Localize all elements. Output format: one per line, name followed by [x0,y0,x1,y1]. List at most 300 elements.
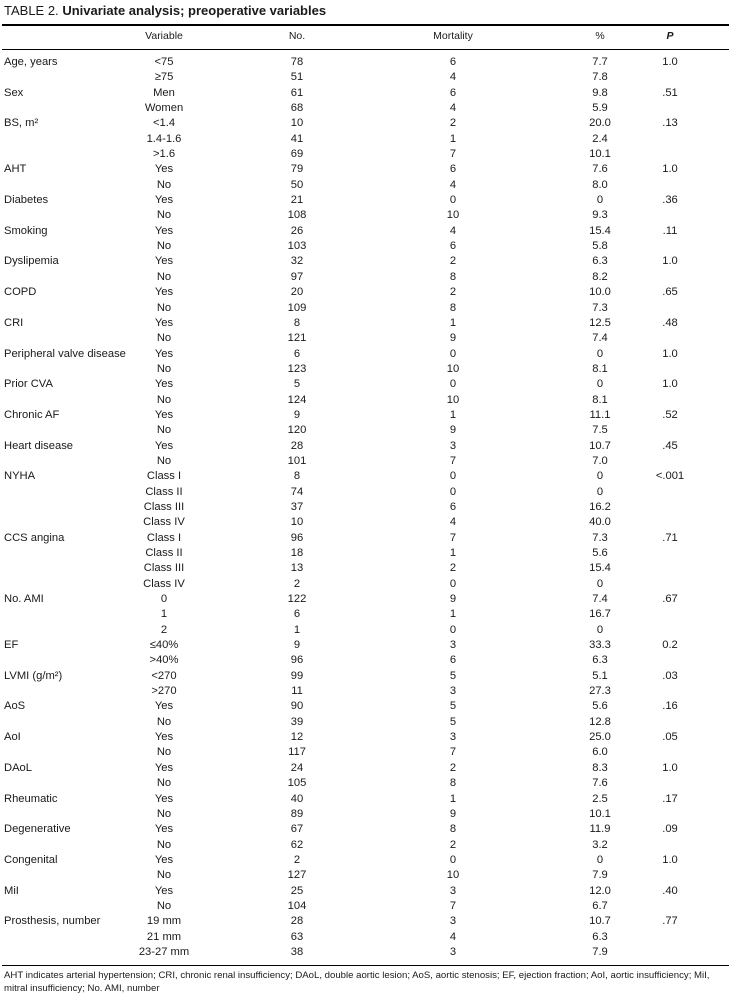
cell-mortality: 9 [449,424,457,437]
cell-mortality: 5 [449,669,457,682]
table-row [0,301,734,316]
table-row [0,55,734,70]
cell-variable: AHT [4,163,27,176]
cell-percent: 0 [596,378,604,391]
cell-mortality: 3 [449,731,457,744]
table-row [0,101,734,116]
cell-mortality: 3 [449,439,457,452]
cell-mortality: 0 [449,853,457,866]
cell-variable: Diabetes [4,194,49,207]
cell-no: 21 [290,194,304,207]
cell-percent: 16.2 [589,500,611,513]
cell-no: 9 [293,408,301,421]
cell-no: 122 [287,593,307,606]
header-p-value: P [666,30,674,42]
table-row [0,86,734,101]
cell-level: Class III [143,500,185,513]
cell-p-value: .52 [662,408,678,421]
header-no: No. [288,30,306,42]
cell-no: 121 [287,332,307,345]
cell-mortality: 6 [449,654,457,667]
cell-variable: Degenerative [4,823,71,836]
cell-level: Yes [154,700,174,713]
cell-level: >40% [149,654,179,667]
cell-p-value: .51 [662,86,678,99]
table-row [0,715,734,730]
cell-no: 41 [290,132,304,145]
cell-percent: 11.9 [589,823,611,836]
cell-percent: 11.1 [589,408,611,421]
cell-mortality: 0 [449,577,457,590]
cell-percent: 7.4 [592,332,608,345]
cell-level: No [156,454,172,467]
cell-variable: AoS [4,700,26,713]
cell-mortality: 8 [449,301,457,314]
cell-p-value: .11 [662,224,678,237]
cell-percent: 10.0 [589,286,611,299]
cell-level: No [156,240,172,253]
cell-no: 10 [290,117,304,130]
cell-no: 25 [290,884,304,897]
cell-level: >1.6 [152,148,176,161]
cell-no: 1 [293,623,301,636]
table-row [0,515,734,530]
cell-percent: 6.0 [592,746,608,759]
header-percent: % [595,30,605,42]
cell-mortality: 1 [449,792,457,805]
cell-percent: 7.8 [592,71,608,84]
cell-mortality: 2 [449,838,457,851]
cell-mortality: 4 [449,224,457,237]
cell-p-value: .77 [662,915,678,928]
table-row [0,224,734,239]
table-row [0,914,734,929]
cell-percent: 40.0 [589,516,611,529]
cell-mortality: 3 [449,639,457,652]
cell-no: 10 [290,516,304,529]
cell-level: <270 [151,669,177,682]
cell-mortality: 6 [449,240,457,253]
cell-mortality: 0 [449,485,457,498]
table-row [0,899,734,914]
cell-mortality: 7 [449,746,457,759]
cell-no: 90 [290,700,304,713]
cell-level: Men [153,86,175,99]
cell-mortality: 10 [446,393,460,406]
table-row [0,699,734,714]
cell-level: No [156,899,172,912]
cell-percent: 5.8 [592,240,608,253]
cell-mortality: 7 [449,531,457,544]
cell-percent: 0 [596,470,604,483]
cell-no: 18 [290,547,304,559]
cell-no: 99 [290,669,304,682]
cell-no: 68 [290,102,304,115]
cell-mortality: 4 [449,930,457,943]
cell-no: 28 [290,915,304,928]
cell-percent: 7.3 [592,301,608,314]
cell-level: No [156,807,172,820]
cell-no: 13 [290,562,304,575]
cell-mortality: 10 [446,362,460,375]
cell-no: 67 [290,823,304,836]
cell-mortality: 8 [449,823,457,836]
table-row [0,162,734,177]
cell-level: Class II [145,547,183,559]
cell-level: No [156,332,172,345]
table-row [0,239,734,254]
cell-variable: No. AMI [4,593,44,606]
cell-level: No [156,777,172,790]
cell-variable: CCS angina [4,531,65,544]
top-rule [2,24,729,26]
cell-level: No [156,424,172,437]
cell-no: 37 [290,500,304,513]
table-row [0,807,734,822]
cell-p-value: .45 [662,439,678,452]
cell-percent: 10.1 [589,148,611,161]
cell-p-value: 0.2 [662,639,678,652]
cell-percent: 0 [596,853,604,866]
cell-level: 21 mm [146,930,182,943]
cell-no: 39 [290,715,304,728]
cell-level: 23-27 mm [138,945,190,958]
cell-mortality: 0 [449,470,457,483]
cell-mortality: 3 [449,915,457,928]
table-row [0,930,734,945]
cell-level: No [156,270,172,283]
cell-percent: 7.9 [592,869,608,882]
table-row [0,423,734,438]
cell-p-value: 1.0 [662,347,678,360]
cell-variable: Congenital [4,853,58,866]
cell-level: 2 [160,623,168,636]
cell-percent: 20.0 [589,117,611,130]
table-row [0,792,734,807]
table-row [0,70,734,85]
table-row [0,485,734,500]
table-row [0,730,734,745]
cell-mortality: 4 [449,516,457,529]
cell-no: 28 [290,439,304,452]
table-row [0,776,734,791]
header-variable: Variable [145,30,183,42]
table-row [0,653,734,668]
cell-level: Yes [154,823,174,836]
cell-level: Class I [146,470,182,483]
cell-p-value: .36 [662,194,678,207]
table-row [0,884,734,899]
table-row [0,684,734,699]
cell-p-value: .40 [662,884,678,897]
cell-level: >270 [151,685,177,698]
table-row [0,561,734,576]
cell-level: Yes [154,853,174,866]
cell-percent: 7.0 [592,454,608,467]
table-row [0,592,734,607]
cell-no: 6 [293,347,301,360]
bottom-rule [2,965,729,966]
cell-p-value: 1.0 [662,163,678,176]
cell-percent: 16.7 [589,608,611,621]
cell-mortality: 6 [449,86,457,99]
cell-percent: 8.1 [592,362,608,375]
cell-no: 96 [290,531,304,544]
cell-level: 1.4-1.6 [146,132,182,145]
cell-mortality: 10 [446,209,460,222]
cell-variable: Prosthesis, number [4,915,101,928]
cell-no: 105 [287,777,307,790]
cell-no: 26 [290,224,304,237]
cell-mortality: 2 [449,255,457,268]
table-row [0,116,734,131]
cell-variable: Chronic AF [4,408,60,421]
cell-p-value: .13 [662,117,678,130]
cell-variable: NYHA [4,470,36,483]
cell-mortality: 2 [449,761,457,774]
cell-mortality: 8 [449,270,457,283]
cell-mortality: 0 [449,194,457,207]
cell-mortality: 0 [449,378,457,391]
cell-p-value: .48 [662,316,678,329]
cell-no: 108 [287,209,307,222]
cell-no: 38 [290,945,304,958]
cell-variable: Prior CVA [4,378,53,391]
cell-no: 8 [293,470,301,483]
table-row [0,208,734,223]
cell-p-value: .71 [662,531,678,544]
cell-level: <1.4 [152,117,176,130]
cell-mortality: 0 [449,623,457,636]
table-row [0,745,734,760]
cell-percent: 6.3 [592,255,608,268]
cell-percent: 5.9 [592,102,608,115]
cell-mortality: 1 [449,316,457,329]
cell-level: 1 [160,608,168,621]
cell-mortality: 4 [449,71,457,84]
cell-level: ≤40% [149,639,179,652]
cell-level: Class IV [143,577,185,590]
cell-level: Class IV [143,516,185,529]
cell-level: Class II [145,485,183,498]
table-row [0,761,734,776]
cell-mortality: 5 [449,715,457,728]
cell-mortality: 2 [449,117,457,130]
table-row [0,945,734,960]
table-row [0,638,734,653]
cell-no: 61 [290,86,304,99]
cell-no: 109 [287,301,307,314]
table-row [0,347,734,362]
cell-no: 51 [290,71,304,84]
cell-no: 89 [290,807,304,820]
cell-p-value: .03 [662,669,678,682]
header-mortality: Mortality [433,30,473,42]
cell-mortality: 3 [449,945,457,958]
cell-level: Yes [154,224,174,237]
cell-mortality: 1 [449,547,457,559]
cell-no: 78 [290,56,304,68]
cell-variable: LVMI (g/m²) [4,669,63,682]
cell-percent: 33.3 [589,639,611,652]
cell-percent: 12.5 [589,316,611,329]
cell-level: No [156,393,172,406]
cell-percent: 7.5 [592,424,608,437]
table-row [0,377,734,392]
table-body [0,55,734,960]
cell-percent: 0 [596,347,604,360]
cell-mortality: 7 [449,454,457,467]
table-row [0,669,734,684]
cell-percent: 7.7 [592,56,608,68]
cell-percent: 8.2 [592,270,608,283]
cell-no: 5 [293,378,301,391]
table-row [0,623,734,638]
cell-level: No [156,746,172,759]
cell-no: 6 [293,608,301,621]
cell-no: 104 [287,899,307,912]
table-row [0,546,734,561]
cell-p-value: .09 [662,823,678,836]
table-row [0,254,734,269]
cell-level: Yes [154,408,174,421]
table-row [0,469,734,484]
table-row [0,147,734,162]
cell-p-value: <.001 [655,470,685,483]
cell-no: 32 [290,255,304,268]
cell-level: Yes [154,439,174,452]
cell-percent: 6.3 [592,654,608,667]
cell-percent: 0 [596,623,604,636]
cell-no: 74 [290,485,304,498]
cell-no: 96 [290,654,304,667]
cell-variable: Smoking [4,224,48,237]
cell-no: 120 [287,424,307,437]
cell-percent: 0 [596,485,604,498]
cell-percent: 0 [596,194,604,207]
cell-mortality: 6 [449,56,457,68]
cell-p-value: .16 [662,700,678,713]
cell-no: 11 [291,685,303,698]
cell-level: Yes [154,163,174,176]
cell-p-value: 1.0 [662,853,678,866]
cell-percent: 6.7 [592,899,608,912]
cell-no: 63 [290,930,304,943]
cell-percent: 2.4 [592,132,608,145]
cell-percent: 15.4 [589,562,611,575]
cell-percent: 5.6 [592,700,608,713]
cell-percent: 10.7 [589,915,611,928]
cell-level: No [156,178,172,191]
cell-percent: 12.8 [589,715,611,728]
cell-level: No [156,301,172,314]
cell-no: 2 [293,577,301,590]
cell-level: Yes [154,792,174,805]
cell-level: Yes [154,884,174,897]
cell-percent: 7.6 [592,163,608,176]
cell-no: 50 [290,178,304,191]
cell-p-value: 1.0 [662,378,678,391]
table-label: TABLE 2. [4,3,59,18]
cell-level: Yes [154,316,174,329]
cell-percent: 3.2 [592,838,608,851]
cell-level: Yes [154,347,174,360]
table-caption: Univariate analysis; preoperative variables [62,3,327,18]
table-row [0,408,734,423]
table-header [0,30,734,46]
table-row [0,132,734,147]
cell-level: 19 mm [146,915,182,928]
cell-mortality: 3 [449,685,457,698]
cell-variable: BS, m² [4,117,39,130]
cell-mortality: 1 [449,408,457,421]
cell-percent: 0 [596,577,604,590]
cell-percent: 25.0 [589,731,611,744]
cell-mortality: 10 [446,869,460,882]
cell-percent: 7.4 [592,593,608,606]
table-footnote: AHT indicates arterial hypertension; CRI, chronic renal insufficiency; DAoL, double aortic lesion; AoS, aortic stenosis; EF, ejection fraction; AoI, aortic insufficiency; MiI, mitral insufficiency; No. AMI, number [4,970,710,994]
cell-mortality: 7 [449,899,457,912]
cell-mortality: 6 [449,163,457,176]
cell-percent: 9.8 [592,86,608,99]
cell-mortality: 9 [449,332,457,345]
cell-no: 12 [290,731,304,744]
cell-mortality: 0 [449,347,457,360]
cell-variable: Heart disease [4,439,74,452]
table-title [4,3,326,18]
cell-level: <75 [154,56,174,68]
cell-level: Yes [154,731,174,744]
cell-percent: 6.3 [592,930,608,943]
table-row [0,853,734,868]
cell-percent: 12.0 [589,884,611,897]
cell-percent: 5.6 [592,547,608,559]
cell-level: Class I [146,531,182,544]
header-rule [2,49,729,50]
cell-no: 40 [290,792,304,805]
cell-no: 69 [290,148,304,161]
cell-variable: EF [4,639,19,652]
cell-variable: Age, years [4,56,58,68]
table-row [0,577,734,592]
cell-no: 79 [290,163,304,176]
cell-level: No [156,209,172,222]
cell-level: No [156,838,172,851]
table-row [0,285,734,300]
cell-variable: Sex [4,86,24,99]
cell-no: 101 [287,454,307,467]
cell-variable: CRI [4,316,24,329]
cell-percent: 7.9 [592,945,608,958]
table-row [0,316,734,331]
cell-percent: 2.5 [592,792,608,805]
cell-level: No [156,715,172,728]
cell-percent: 8.3 [592,761,608,774]
cell-level: Yes [154,378,174,391]
table-row [0,331,734,346]
cell-p-value: .65 [662,286,678,299]
cell-p-value: 1.0 [662,255,678,268]
cell-percent: 7.3 [592,531,608,544]
cell-mortality: 6 [449,500,457,513]
cell-level: No [156,362,172,375]
table-row [0,193,734,208]
cell-p-value: .67 [662,593,678,606]
cell-p-value: 1.0 [662,56,678,68]
cell-variable: DAoL [4,761,32,774]
cell-no: 2 [293,853,301,866]
cell-mortality: 9 [449,807,457,820]
